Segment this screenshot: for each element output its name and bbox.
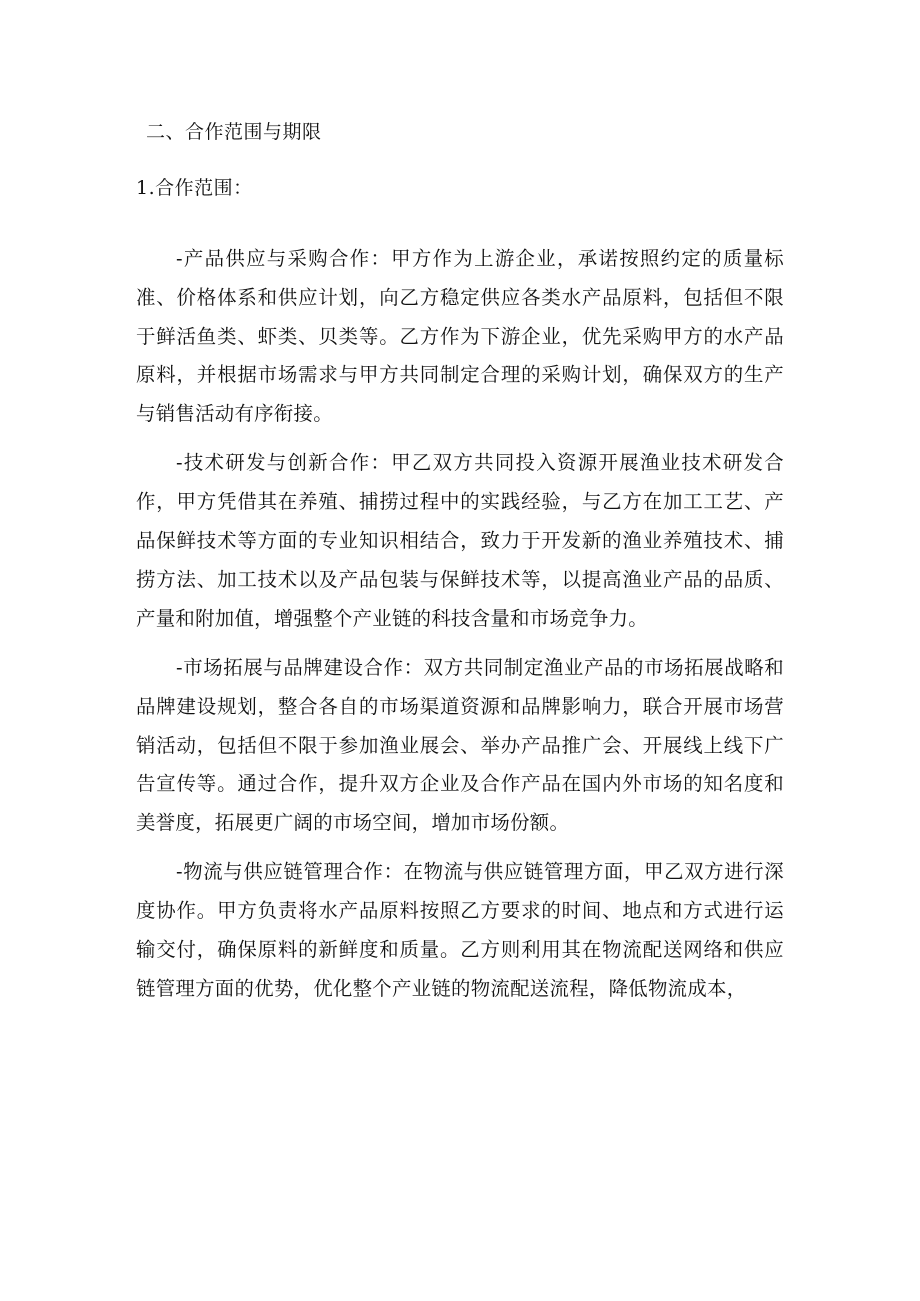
paragraph-market-brand: -市场拓展与品牌建设合作：双方共同制定渔业产品的市场拓展战略和品牌建设规划，整合各自的市场渠道资源和品牌影响力，联合开展市场营销活动，包括但不限于参加渔业展会、举办产品推广会、开展线上线下广告宣传等。通过合作，提升双方企业及合作产品在国内外市场的知名度和美誉度，拓展更广阔的市场空间，增加市场份额。 bbox=[136, 655, 784, 835]
paragraph-logistics-supply-chain: -物流与供应链管理合作：在物流与供应链管理方面，甲乙双方进行深度协作。甲方负责将水产品原料按照乙方要求的时间、地点和方式进行运输交付，确保原料的新鲜度和质量。乙方则利用其在物流配送网络和供应链管理方面的优势，优化整个产业链的物流配送流程，降低物流成本， bbox=[136, 860, 784, 1000]
body-text bbox=[136, 240, 784, 1019]
section-heading: 二、合作范围与期限 bbox=[146, 121, 322, 143]
paragraph-supply-procurement: -产品供应与采购合作：甲方作为上游企业，承诺按照约定的质量标准、价格体系和供应计划，向乙方稳定供应各类水产品原料，包括但不限于鲜活鱼类、虾类、贝类等。乙方作为下游企业，优先采购甲方的水产品原料，并根据市场需求与甲方共同制定合理的采购计划，确保双方的生产与销售活动有序衔接。 bbox=[136, 247, 784, 426]
paragraph-tech-rnd: -技术研发与创新合作：甲乙双方共同投入资源开展渔业技术研发合作，甲方凭借其在养殖、捕捞过程中的实践经验，与乙方在加工工艺、产品保鲜技术等方面的专业知识相结合，致力于开发新的渔业养殖技术、捕捞方法、加工技术以及产品包装与保鲜技术等，以提高渔业产品的品质、产量和附加值，增强整个产业链的科技含量和市场竞争力。 bbox=[136, 451, 784, 630]
sub-heading-cooperation-scope: 1.合作范围： bbox=[136, 177, 253, 199]
